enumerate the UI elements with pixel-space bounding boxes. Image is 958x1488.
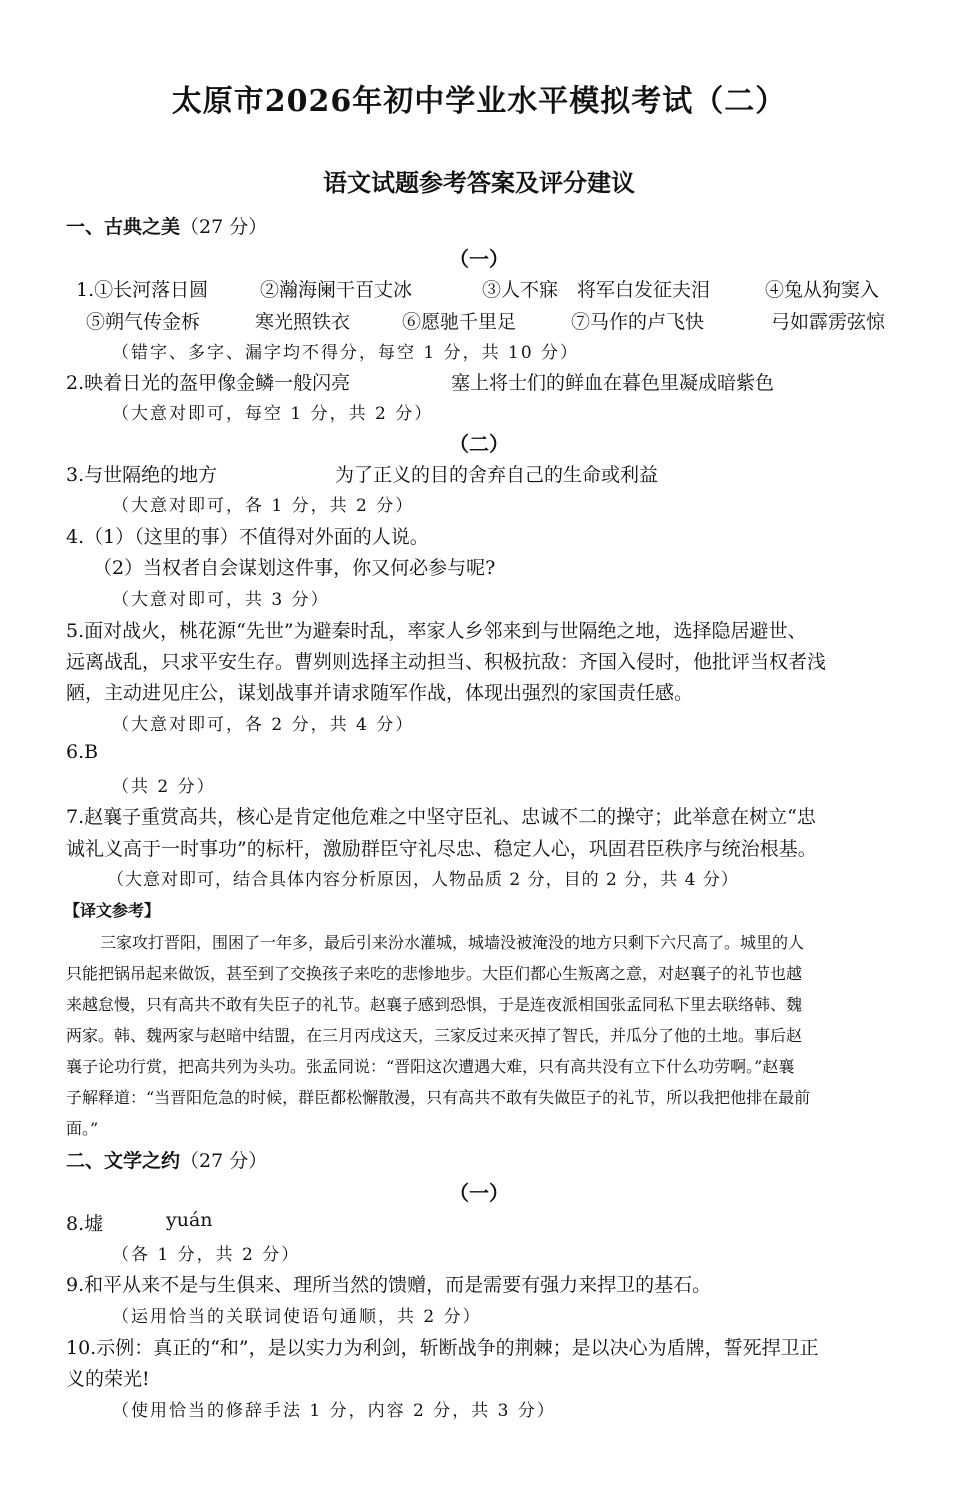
q7-line-2: 诚礼义高于一时事功”的标杆，激励群臣守礼尽忠、稳定人心，巩固君臣秩序与统治根基。 — [66, 838, 817, 860]
q1-answer-1: 1.①长河落日圆 — [76, 279, 209, 301]
q6-scoring-note: （共 2 分） — [112, 777, 216, 797]
section-2-title: 二、文学之约 — [66, 1150, 181, 1172]
translation-line-1: 三家攻打晋阳，围困了一年多，最后引来汾水灌城，城墙没被淹没的地方只剩下六尺高了。城里的人 — [100, 933, 805, 952]
q8-scoring-note: （各 1 分，共 2 分） — [112, 1245, 301, 1265]
q3-scoring-note: （大意对即可，各 1 分，共 2 分） — [112, 496, 415, 516]
section-1-title: 一、古典之美 — [66, 216, 181, 238]
q1-scoring-note: （错字、多字、漏字均不得分，每空 1 分，共 10 分） — [112, 343, 580, 363]
q1-answer-4: ④兔从狗窦入 — [765, 279, 880, 301]
section-2-points: （27 分） — [180, 1150, 268, 1172]
q9-scoring-note: （运用恰当的关联词使语句通顺，共 2 分） — [112, 1307, 482, 1327]
q4-scoring-note: （大意对即可，共 3 分） — [112, 590, 330, 610]
section-2-heading — [66, 1146, 267, 1173]
q1-answer-7b: 弓如霹雳弦惊 — [771, 311, 886, 333]
q8-answer-1: 8.墟 — [66, 1213, 104, 1235]
part-1-label: （一） — [449, 247, 509, 271]
q1-answer-5a: ⑤朔气传金柝 — [86, 311, 201, 333]
translation-line-6: 子解释道：“当晋阳危急的时候，群臣都松懈散漫，只有高共不敢有失做臣子的礼节，所以我把他排在最前 — [66, 1088, 811, 1107]
part-3-label: （一） — [449, 1181, 509, 1205]
q6-answer: 6.B — [66, 741, 99, 763]
q5-scoring-note: （大意对即可，各 2 分，共 4 分） — [112, 715, 415, 735]
q10-scoring-note: （使用恰当的修辞手法 1 分，内容 2 分，共 3 分） — [112, 1401, 556, 1421]
q4-answer-1: 4.（1）（这里的事）不值得对外面的人说。 — [66, 526, 429, 548]
q3-answer-2: 为了正义的目的舍弃自己的生命或利益 — [335, 464, 659, 486]
part-2-label: （二） — [449, 432, 509, 456]
page-subtitle: 语文试题参考答案及评分建议 — [323, 168, 635, 197]
q10-line-1: 10.示例：真正的“和”，是以实力为利剑，斩断战争的荆棘；是以决心为盾牌，誓死捍卫正 — [66, 1337, 819, 1359]
q2-scoring-note: （大意对即可，每空 1 分，共 2 分） — [112, 404, 434, 424]
page-title: 太原市2026年初中学业水平模拟考试（二） — [171, 84, 787, 119]
q5-line-2: 远离战乱，只求平安生存。曹刿则选择主动担当、积极抗敌：齐国入侵时，他批评当权者浅 — [66, 651, 827, 673]
q3-answer-1: 3.与世隔绝的地方 — [66, 464, 218, 486]
q1-answer-6: ⑥愿驰千里足 — [402, 311, 517, 333]
q5-line-3: 陋，主动进见庄公，谋划战事并请求随军作战，体现出强烈的家国责任感。 — [66, 682, 694, 704]
q1-answer-5b: 寒光照铁衣 — [255, 311, 351, 333]
translation-line-2: 只能把锅吊起来做饭，甚至到了交换孩子来吃的悲惨地步。大臣们都心生叛离之意，对赵襄子的礼节也越 — [66, 964, 803, 983]
translation-line-5: 襄子论功行赏，把高共列为头功。张孟同说：“晋阳这次遭遇大难，只有高共没有立下什么功劳啊。”赵襄 — [66, 1057, 795, 1076]
q5-line-1: 5.面对战火，桃花源“先世”为避秦时乱，率家人乡邻来到与世隔绝之地，选择隐居避世、 — [66, 620, 807, 642]
q1-answer-2: ②瀚海阑干百丈冰 — [260, 279, 413, 301]
q9-answer: 9.和平从来不是与生俱来、理所当然的馈赠，而是需要有强力来捍卫的基石。 — [66, 1274, 712, 1296]
section-1-heading — [66, 212, 267, 239]
q1-answer-7a: ⑦马作的卢飞快 — [571, 311, 705, 333]
q8-answer-2: yuán — [166, 1209, 213, 1231]
q1-answer-3: ③人不寐 将军白发征夫泪 — [482, 279, 711, 301]
translation-line-4: 两家。韩、魏两家与赵暗中结盟，在三月丙戌这天，三家反过来灭掉了智氏，并瓜分了他的土地。事后赵 — [66, 1026, 803, 1045]
translation-heading: 【译文参考】 — [64, 901, 161, 920]
translation-line-3: 来越怠慢，只有高共不敢有失臣子的礼节。赵襄子感到恐惧，于是连夜派相国张孟同私下里去联络韩、魏 — [66, 995, 803, 1014]
q7-line-1: 7.赵襄子重赏高共，核心是肯定他危难之中坚守臣礼、忠诚不二的操守；此举意在树立“忠 — [66, 806, 816, 828]
q4-answer-2: （2）当权者自会谋划这件事，你又何必参与呢? — [93, 557, 496, 579]
q2-answer-2: 塞上将士们的鲜血在暮色里凝成暗紫色 — [451, 372, 775, 394]
translation-line-7: 面。” — [66, 1119, 99, 1138]
q10-line-2: 义的荣光! — [66, 1368, 150, 1390]
section-1-points: （27 分） — [180, 216, 268, 238]
q2-answer-1: 2.映着日光的盔甲像金鳞一般闪亮 — [66, 372, 351, 394]
q7-scoring-note: （大意对即可，结合具体内容分析原因，人物品质 2 分，目的 2 分，共 4 分） — [107, 870, 739, 890]
